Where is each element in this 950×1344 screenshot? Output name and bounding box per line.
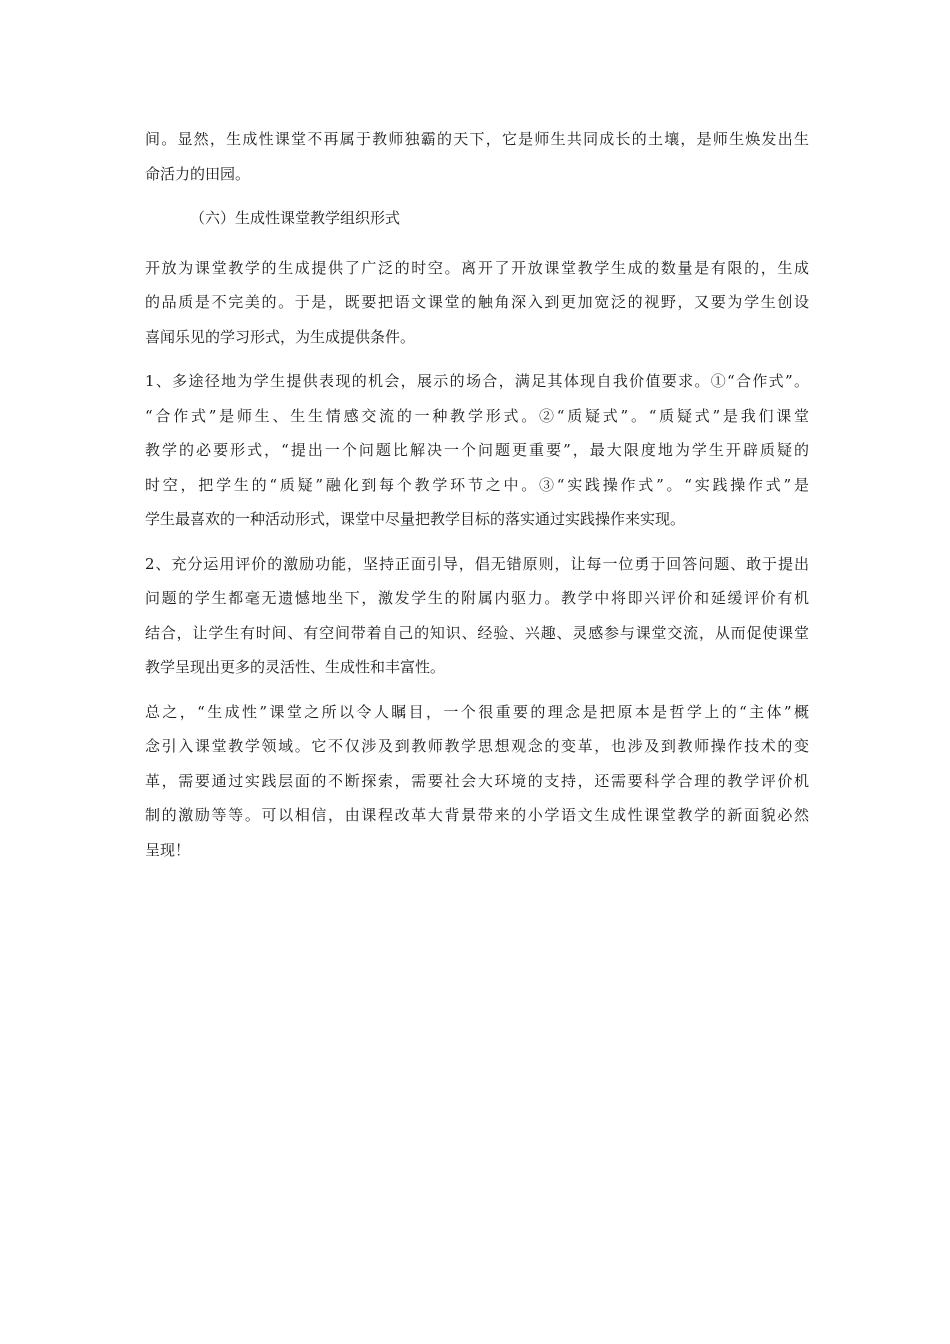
text-line: 教学的必要形式，“提出一个问题比解决一个问题更重要”，最大限度地为学生开辟质疑的 bbox=[145, 441, 809, 459]
text-line: 革，需要通过实践层面的不断探索，需要社会大环境的支持，还需要科学合理的教学评价机 bbox=[145, 771, 809, 790]
text-line: 学生最喜欢的一种活动形式，课堂中尽量把教学目标的落实通过实践操作来实现。 bbox=[145, 510, 686, 528]
paragraph-open bbox=[145, 251, 809, 355]
text-line: 教学呈现出更多的灵活性、生成性和丰富性。 bbox=[145, 658, 446, 676]
text-line: 间。显然，生成性课堂不再属于教师独霸的天下，它是师生共同成长的土壤，是师生焕发出生 bbox=[145, 130, 809, 148]
text-line: 时空，把学生的“质疑”融化到每个教学环节之中。③“实践操作式”。“实践操作式”是 bbox=[145, 475, 809, 494]
paragraph-item-1 bbox=[145, 364, 809, 537]
text-line: 1、多途径地为学生提供表现的机会，展示的场合，满足其体现自我价值要求。①“合作式”。 bbox=[145, 372, 809, 390]
text-line: 喜闻乐见的学习形式，为生成提供条件。 bbox=[145, 327, 416, 346]
text-line: “合作式”是师生、生生情感交流的一种教学形式。②“质疑式”。“质疑式”是我们课堂 bbox=[145, 406, 809, 425]
text-line: 开放为课堂教学的生成提供了广泛的时空。离开了开放课堂教学生成的数量是有限的，生成 bbox=[145, 258, 809, 277]
paragraph-item-2 bbox=[145, 547, 809, 685]
text-line: 结合，让学生有时间、有空间带着自己的知识、经验、兴趣、灵感参与课堂交流，从而促使课堂 bbox=[145, 623, 809, 642]
document-page bbox=[145, 122, 809, 877]
text-line: 2、充分运用评价的激励功能，坚持正面引导，倡无错原则，让每一位勇于回答问题、敢于提出 bbox=[145, 554, 809, 573]
paragraph-conclusion bbox=[145, 695, 809, 868]
section-heading: （六）生成性课堂教学组织形式 bbox=[190, 209, 401, 227]
text-line: 问题的学生都毫无遗憾地坐下，激发学生的附属内驱力。教学中将即兴评价和延缓评价有机 bbox=[145, 589, 809, 607]
text-line: 的品质是不完美的。于是，既要把语文课堂的触角深入到更加宽泛的视野，又要为学生创设 bbox=[145, 293, 809, 311]
text-line: 命活力的田园。 bbox=[145, 164, 251, 183]
paragraph-intro bbox=[145, 122, 809, 191]
text-line: 呈现！ bbox=[145, 840, 191, 859]
text-line: 念引入课堂教学领域。它不仅涉及到教师教学思想观念的变革，也涉及到教师操作技术的变 bbox=[145, 737, 809, 755]
text-line: 总之，“生成性”课堂之所以令人瞩目，一个很重要的理念是把原本是哲学上的“主体”概 bbox=[145, 702, 809, 721]
text-line: 制的激励等等。可以相信，由课程改革大背景带来的小学语文生成性课堂教学的新面貌必然 bbox=[145, 806, 809, 824]
